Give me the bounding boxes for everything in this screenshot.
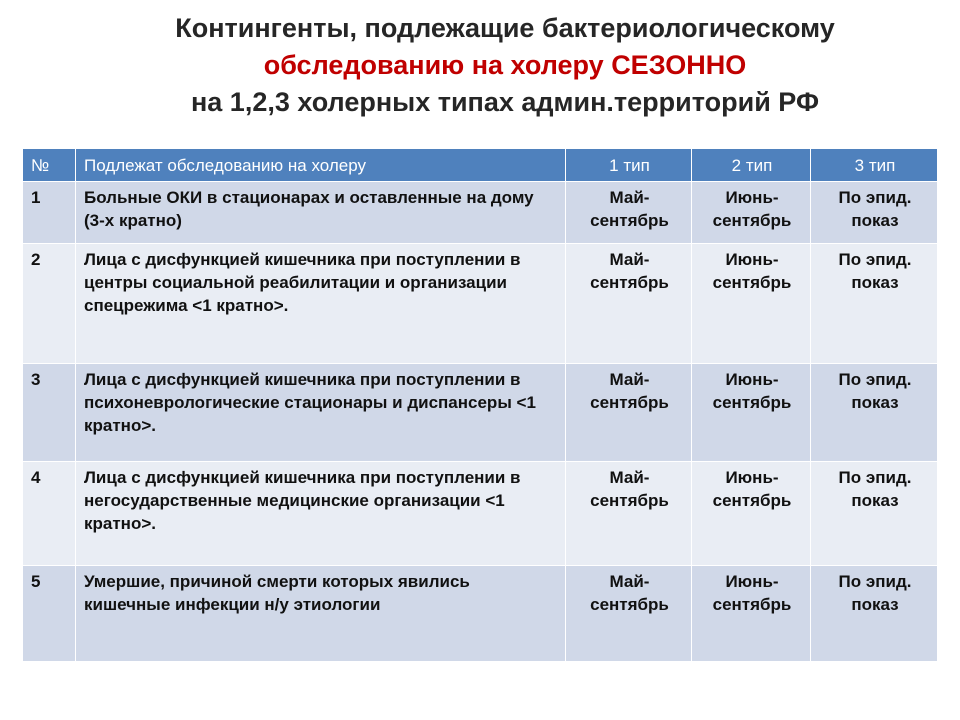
- row-type-3: По эпид. показ: [811, 462, 938, 566]
- table-row: [23, 566, 938, 662]
- row-type-1: Май-сентябрь: [566, 566, 692, 662]
- title-line-1: Контингенты, подлежащие бактериологическому: [175, 13, 835, 43]
- row-description: Лица с дисфункцией кишечника при поступлении в негосударственные медицинские организации <1 кратно>.: [76, 462, 566, 566]
- header-description: Подлежат обследованию на холеру: [76, 149, 566, 182]
- page-title: [80, 10, 930, 121]
- row-number: 1: [23, 182, 76, 244]
- row-type-2: Июнь-сентябрь: [692, 182, 811, 244]
- row-type-3: По эпид. показ: [811, 244, 938, 364]
- row-description: Лица с дисфункцией кишечника при поступлении в центры социальной реабилитации и организации спецрежима <1 кратно>.: [76, 244, 566, 364]
- row-description: Умершие, причиной смерти которых явились кишечные инфекции н/у этиологии: [76, 566, 566, 662]
- row-number: 4: [23, 462, 76, 566]
- row-type-1: Май-сентябрь: [566, 182, 692, 244]
- row-number: 2: [23, 244, 76, 364]
- cholera-schedule-table: [22, 148, 938, 662]
- header-type-2: 2 тип: [692, 149, 811, 182]
- table-row: [23, 462, 938, 566]
- table-header-row: [23, 149, 938, 182]
- row-number: 3: [23, 364, 76, 462]
- row-type-1: Май-сентябрь: [566, 244, 692, 364]
- table-row: [23, 182, 938, 244]
- row-type-2: Июнь-сентябрь: [692, 364, 811, 462]
- table-row: [23, 244, 938, 364]
- row-type-3: По эпид. показ: [811, 182, 938, 244]
- row-number: 5: [23, 566, 76, 662]
- row-type-2: Июнь-сентябрь: [692, 244, 811, 364]
- row-type-2: Июнь-сентябрь: [692, 566, 811, 662]
- header-type-1: 1 тип: [566, 149, 692, 182]
- header-type-3: 3 тип: [811, 149, 938, 182]
- header-num: №: [23, 149, 76, 182]
- row-type-1: Май-сентябрь: [566, 364, 692, 462]
- row-type-3: По эпид. показ: [811, 566, 938, 662]
- row-description: Лица с дисфункцией кишечника при поступлении в психоневрологические стационары и диспансеры <1 кратно>.: [76, 364, 566, 462]
- row-type-2: Июнь-сентябрь: [692, 462, 811, 566]
- row-type-1: Май-сентябрь: [566, 462, 692, 566]
- title-line-3: на 1,2,3 холерных типах админ.территорий РФ: [190, 87, 819, 117]
- table-row: [23, 364, 938, 462]
- title-line-2: обследованию на холеру СЕЗОННО: [263, 50, 747, 80]
- row-description: Больные ОКИ в стационарах и оставленные на дому (3-х кратно): [76, 182, 566, 244]
- row-type-3: По эпид. показ: [811, 364, 938, 462]
